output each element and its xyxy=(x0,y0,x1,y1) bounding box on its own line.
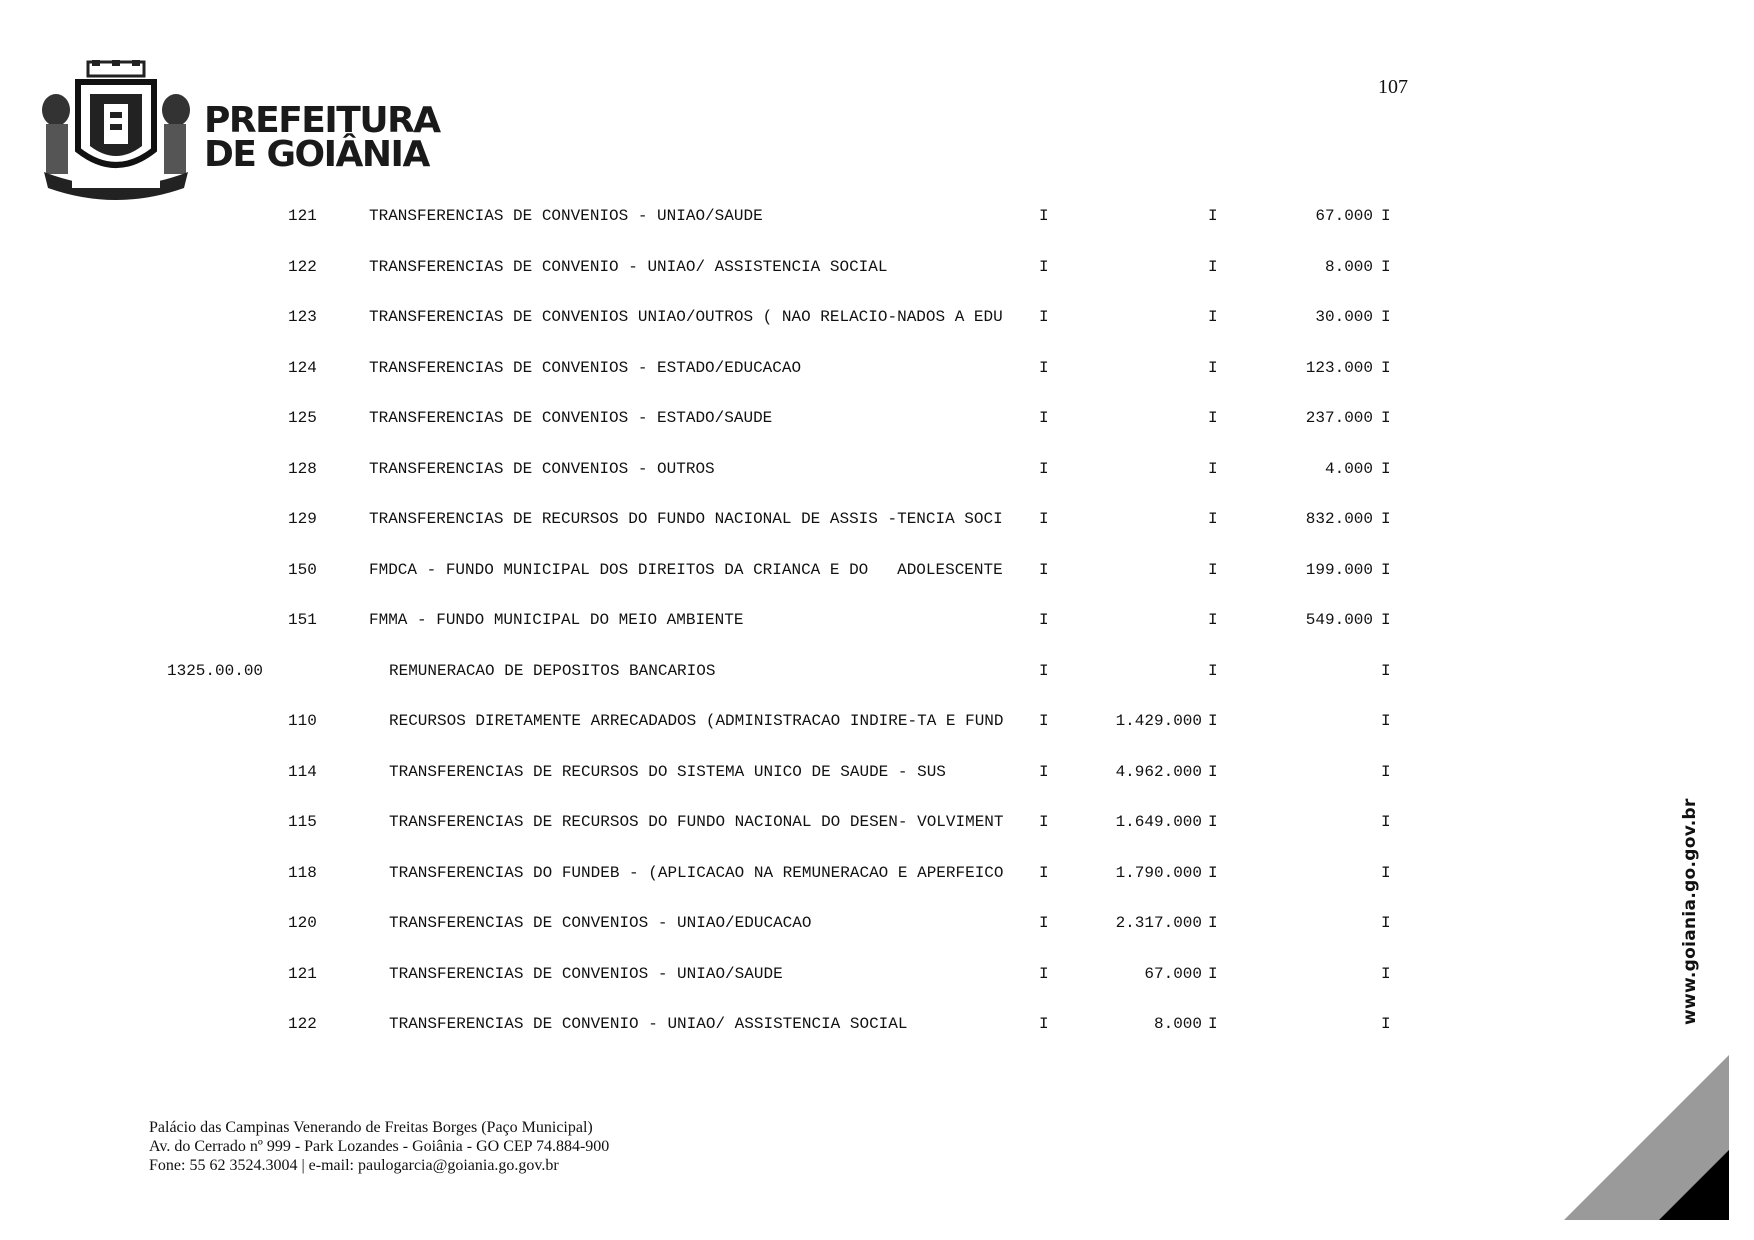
logo-line-1: PREFEITURA xyxy=(204,100,440,141)
table-row xyxy=(0,763,1754,783)
row-code: 129 xyxy=(288,510,317,528)
row-separator-3: I xyxy=(1381,1015,1391,1033)
row-separator-1: I xyxy=(1039,661,1049,680)
row-separator-2: I xyxy=(1208,611,1218,629)
row-description: TRANSFERENCIAS DE CONVENIOS - OUTROS xyxy=(369,459,715,478)
table-row xyxy=(0,258,1754,278)
table-row xyxy=(0,207,1754,227)
row-separator-3: I xyxy=(1381,308,1391,326)
row-code: 115 xyxy=(288,813,317,831)
row-value-1: 2.317.000 xyxy=(1115,914,1202,932)
row-separator-2: I xyxy=(1208,459,1218,478)
table-row xyxy=(0,409,1754,429)
logo-text xyxy=(204,100,440,175)
row-description: TRANSFERENCIAS DE CONVENIOS - UNIAO/SAUDE xyxy=(369,207,763,225)
row-description: TRANSFERENCIAS DO FUNDEB - (APLICACAO NA REMUNERACAO E APERFEICO xyxy=(389,863,1004,882)
row-separator-1: I xyxy=(1039,964,1049,983)
row-value-2: 832.000 xyxy=(1305,510,1373,528)
row-value-2: 549.000 xyxy=(1305,611,1373,629)
table-row xyxy=(0,510,1754,530)
row-description: TRANSFERENCIAS DE RECURSOS DO FUNDO NACIONAL DE ASSIS -TENCIA SOCI xyxy=(369,510,1003,528)
row-code: 150 xyxy=(288,560,317,579)
row-code: 121 xyxy=(288,964,317,983)
row-value-1: 67.000 xyxy=(1144,964,1202,983)
row-code: 125 xyxy=(288,409,317,427)
row-separator-1: I xyxy=(1039,1015,1049,1033)
row-separator-2: I xyxy=(1208,1015,1218,1033)
row-description: RECURSOS DIRETAMENTE ARRECADADOS (ADMINISTRACAO INDIRE-TA E FUND xyxy=(389,712,1004,730)
row-code: 151 xyxy=(288,611,317,629)
row-value-2: 30.000 xyxy=(1315,308,1373,326)
row-separator-2: I xyxy=(1208,560,1218,579)
row-separator-2: I xyxy=(1208,358,1218,377)
row-description: TRANSFERENCIAS DE CONVENIO - UNIAO/ ASSISTENCIA SOCIAL xyxy=(369,257,888,276)
footer-line-1: Palácio das Campinas Venerando de Freitas Borges (Paço Municipal) xyxy=(149,1119,593,1136)
table-row xyxy=(0,965,1754,985)
row-value-1: 1.429.000 xyxy=(1115,712,1202,730)
row-value-1: 1.649.000 xyxy=(1115,813,1202,831)
row-separator-3: I xyxy=(1381,661,1391,680)
row-description: TRANSFERENCIAS DE CONVENIO - UNIAO/ ASSISTENCIA SOCIAL xyxy=(389,1015,908,1033)
footer-line-3: Fone: 55 62 3524.3004 | e-mail: paulogarcia@goiania.go.gov.br xyxy=(149,1157,559,1174)
row-description: FMDCA - FUNDO MUNICIPAL DOS DIREITOS DA CRIANCA E DO ADOLESCENTE xyxy=(369,560,1003,579)
row-value-2: 237.000 xyxy=(1305,409,1373,427)
row-code: 122 xyxy=(288,257,317,276)
table-row xyxy=(0,712,1754,732)
table-row xyxy=(0,813,1754,833)
row-separator-1: I xyxy=(1039,358,1049,377)
row-description: TRANSFERENCIAS DE CONVENIOS UNIAO/OUTROS ( NAO RELACIO-NADOS A EDU xyxy=(369,308,1003,326)
row-description: TRANSFERENCIAS DE CONVENIOS - ESTADO/SAUDE xyxy=(369,409,773,427)
row-value-2: 123.000 xyxy=(1305,358,1373,377)
row-description: FMMA - FUNDO MUNICIPAL DO MEIO AMBIENTE xyxy=(369,611,744,629)
row-code: 124 xyxy=(288,358,317,377)
table-row xyxy=(0,914,1754,934)
row-separator-2: I xyxy=(1208,308,1218,326)
row-separator-3: I xyxy=(1381,560,1391,579)
row-separator-2: I xyxy=(1208,964,1218,983)
row-description: TRANSFERENCIAS DE CONVENIOS - ESTADO/EDUCACAO xyxy=(369,358,802,377)
table-row xyxy=(0,864,1754,884)
row-code: 114 xyxy=(288,762,317,781)
row-separator-3: I xyxy=(1381,863,1391,882)
row-separator-1: I xyxy=(1039,409,1049,427)
row-separator-3: I xyxy=(1381,712,1391,730)
row-value-1: 1.790.000 xyxy=(1115,863,1202,882)
row-code: 128 xyxy=(288,459,317,478)
row-code: 1325.00.00 xyxy=(167,661,264,680)
logo-line-2: DE GOIÂNIA xyxy=(204,134,429,175)
row-separator-3: I xyxy=(1381,813,1391,831)
row-separator-3: I xyxy=(1381,510,1391,528)
page-number: 107 xyxy=(1378,76,1408,98)
row-code: 120 xyxy=(288,914,317,932)
row-separator-2: I xyxy=(1208,661,1218,680)
row-separator-2: I xyxy=(1208,712,1218,730)
row-description: TRANSFERENCIAS DE CONVENIOS - UNIAO/EDUCACAO xyxy=(389,914,812,932)
row-separator-1: I xyxy=(1039,560,1049,579)
row-value-2: 67.000 xyxy=(1315,207,1373,225)
table-row xyxy=(0,1015,1754,1035)
footer-line-2: Av. do Cerrado nº 999 - Park Lozandes - Goiânia - GO CEP 74.884-900 xyxy=(149,1138,610,1155)
corner-decoration-icon xyxy=(1564,1055,1729,1220)
row-separator-1: I xyxy=(1039,712,1049,730)
side-website-url: www.goiania.go.gov.br xyxy=(1680,798,1700,1025)
row-separator-3: I xyxy=(1381,207,1391,225)
row-value-2: 8.000 xyxy=(1324,257,1373,276)
table-row xyxy=(0,611,1754,631)
row-separator-1: I xyxy=(1039,207,1049,225)
row-description: TRANSFERENCIAS DE CONVENIOS - UNIAO/SAUDE xyxy=(389,964,783,983)
row-separator-2: I xyxy=(1208,409,1218,427)
row-value-2: 199.000 xyxy=(1305,560,1373,579)
prefeitura-logo xyxy=(36,60,440,200)
row-separator-1: I xyxy=(1039,308,1049,326)
row-separator-3: I xyxy=(1381,914,1391,932)
row-separator-2: I xyxy=(1208,510,1218,528)
row-separator-2: I xyxy=(1208,762,1218,781)
row-separator-2: I xyxy=(1208,863,1218,882)
row-separator-2: I xyxy=(1208,813,1218,831)
row-description: TRANSFERENCIAS DE RECURSOS DO FUNDO NACIONAL DO DESEN- VOLVIMENT xyxy=(389,813,1004,831)
row-separator-3: I xyxy=(1381,459,1391,478)
row-separator-1: I xyxy=(1039,257,1049,276)
row-separator-1: I xyxy=(1039,459,1049,478)
row-separator-1: I xyxy=(1039,611,1049,629)
row-value-1: 4.962.000 xyxy=(1115,762,1202,781)
table-row xyxy=(0,308,1754,328)
row-code: 122 xyxy=(288,1015,317,1033)
coat-of-arms-icon xyxy=(36,60,196,200)
row-separator-3: I xyxy=(1381,762,1391,781)
row-separator-2: I xyxy=(1208,914,1218,932)
row-separator-3: I xyxy=(1381,611,1391,629)
row-separator-1: I xyxy=(1039,813,1049,831)
row-code: 123 xyxy=(288,308,317,326)
row-separator-3: I xyxy=(1381,964,1391,983)
table-row xyxy=(0,662,1754,682)
row-separator-1: I xyxy=(1039,863,1049,882)
row-separator-1: I xyxy=(1039,510,1049,528)
row-separator-2: I xyxy=(1208,207,1218,225)
row-description: REMUNERACAO DE DEPOSITOS BANCARIOS xyxy=(389,661,716,680)
row-description: TRANSFERENCIAS DE RECURSOS DO SISTEMA UNICO DE SAUDE - SUS xyxy=(389,762,946,781)
row-separator-3: I xyxy=(1381,409,1391,427)
row-separator-3: I xyxy=(1381,358,1391,377)
table-row xyxy=(0,359,1754,379)
row-code: 118 xyxy=(288,863,317,882)
row-code: 121 xyxy=(288,207,317,225)
row-value-2: 4.000 xyxy=(1324,459,1373,478)
row-separator-2: I xyxy=(1208,257,1218,276)
row-separator-3: I xyxy=(1381,257,1391,276)
row-code: 110 xyxy=(288,712,317,730)
table-row xyxy=(0,561,1754,581)
table-row xyxy=(0,460,1754,480)
row-separator-1: I xyxy=(1039,914,1049,932)
row-value-1: 8.000 xyxy=(1153,1015,1202,1033)
footer-address xyxy=(149,1118,609,1175)
row-separator-1: I xyxy=(1039,762,1049,781)
